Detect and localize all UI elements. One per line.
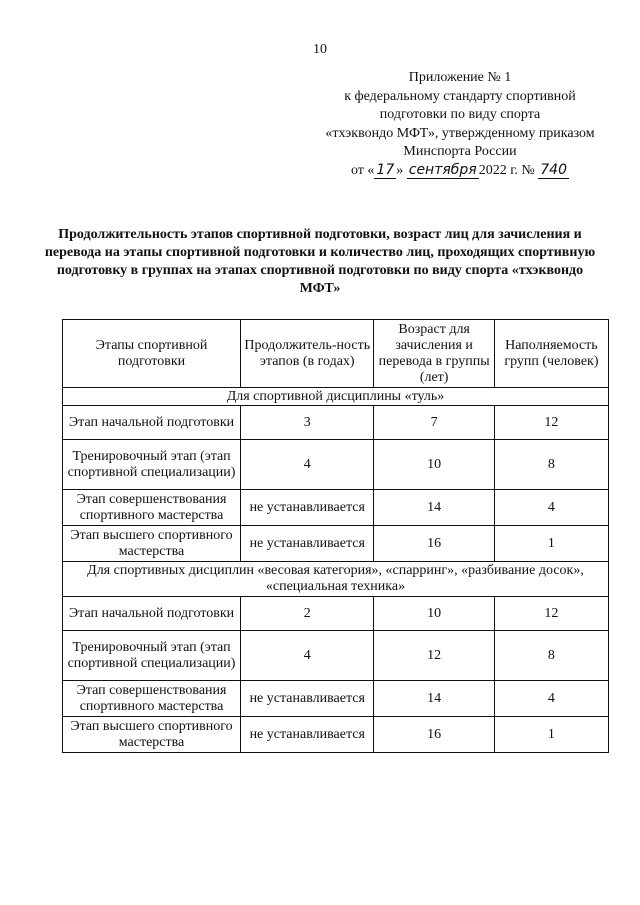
table-row (63, 406, 609, 440)
duration-value: 4 (241, 631, 374, 681)
duration-value: не устанавливается (241, 717, 374, 753)
handwritten-day: 17 (376, 161, 395, 178)
group-size-value: 8 (494, 440, 608, 490)
age-value: 7 (374, 406, 494, 440)
table-row (63, 717, 609, 753)
section-header-row (63, 388, 609, 406)
group-size-value: 12 (494, 597, 608, 631)
age-value: 14 (374, 490, 494, 526)
section-title: Для спортивных дисциплин «весовая категория», «спарринг», «разбивание досок», «специальная техника» (63, 562, 609, 597)
appendix-block (300, 69, 620, 180)
table-row (63, 681, 609, 717)
appendix-line-2: к федеральному стандарту спортивной (344, 88, 576, 104)
stage-name: Этап начальной подготовки (63, 597, 241, 631)
document-title: Продолжительность этапов спортивной подготовки, возраст лиц для зачисления и перевода на этапы спортивной подготовки и количество лиц, проходящих спортивную подготовку в группах на этапах спортивной подготовки по виду спорта «тхэквондо МФТ» (44, 227, 596, 296)
duration-value: не устанавливается (241, 681, 374, 717)
table-row (63, 440, 609, 490)
appendix-line-4: «тхэквондо МФТ», утвержденному приказом (325, 125, 595, 141)
group-size-value: 1 (494, 717, 608, 753)
header-duration: Продолжитель-ность этапов (в годах) (241, 320, 374, 388)
duration-value: не устанавливается (241, 490, 374, 526)
date-mid: » (396, 162, 404, 178)
table-row (63, 631, 609, 681)
duration-value: не устанавливается (241, 526, 374, 562)
stage-name: Этап высшего спортивного мастерства (63, 717, 241, 753)
group-size-value: 4 (494, 681, 608, 717)
order-date-line (300, 162, 620, 181)
appendix-line-3: подготовки по виду спорта (379, 107, 541, 122)
handwritten-order-number: 740 (540, 161, 567, 178)
page-number: 10 (313, 42, 327, 57)
header-group-size: Наполняемость групп (человек) (494, 320, 608, 388)
header-age: Возраст для зачисления и перевода в группы (лет) (374, 320, 494, 388)
date-prefix: от « (350, 162, 375, 178)
group-size-value: 4 (494, 490, 608, 526)
stage-name: Тренировочный этап (этап спортивной специализации) (63, 440, 241, 490)
appendix-title: Приложение № 1 (408, 70, 512, 85)
group-size-value: 12 (494, 406, 608, 440)
section-header-row (63, 562, 609, 597)
table-row (63, 597, 609, 631)
duration-value: 3 (241, 406, 374, 440)
age-value: 16 (374, 717, 494, 753)
group-size-value: 8 (494, 631, 608, 681)
age-value: 14 (374, 681, 494, 717)
stage-name: Этап совершенствования спортивного мастерства (63, 490, 241, 526)
duration-value: 4 (241, 440, 374, 490)
duration-value: 2 (241, 597, 374, 631)
group-size-value: 1 (494, 526, 608, 562)
stages-table (62, 319, 609, 753)
table-row (63, 490, 609, 526)
stage-name: Этап начальной подготовки (63, 406, 241, 440)
age-value: 10 (374, 597, 494, 631)
table-row (63, 526, 609, 562)
age-value: 16 (374, 526, 494, 562)
stage-name: Этап совершенствования спортивного мастерства (63, 681, 241, 717)
stage-name: Тренировочный этап (этап спортивной специализации) (63, 631, 241, 681)
appendix-line-5: Минспорта России (403, 144, 517, 159)
age-value: 12 (374, 631, 494, 681)
section-title: Для спортивной дисциплины «туль» (63, 388, 609, 406)
table-header-row (63, 320, 609, 388)
date-year: 2022 г. № (478, 162, 535, 178)
handwritten-month: сентября (408, 161, 477, 178)
stage-name: Этап высшего спортивного мастерства (63, 526, 241, 562)
header-stages: Этапы спортивной подготовки (63, 320, 241, 388)
age-value: 10 (374, 440, 494, 490)
